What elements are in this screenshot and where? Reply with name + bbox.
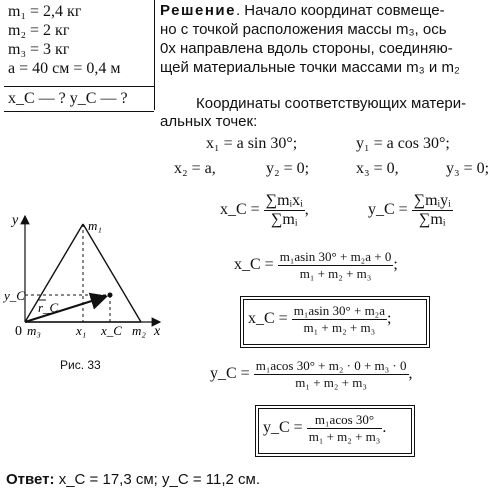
formula-xc-final-label: x_C = (248, 310, 288, 328)
rc-label: r_C (38, 300, 59, 315)
solution-heading: Решение (160, 2, 236, 19)
eq-x3: x₃ = 0, (356, 160, 399, 177)
formula-xc-numerator: ∑mᵢxᵢ (265, 192, 303, 209)
formula-xc-final-semicolon: ; (386, 310, 392, 328)
m2-label: m₂ (132, 323, 146, 338)
yc-label: y_C (4, 288, 25, 303)
origin-label: 0 (15, 324, 22, 339)
xc-label: x_C (101, 323, 122, 338)
formula-xc-expanded (234, 249, 398, 282)
given-m3: m₃ = 3 кг (8, 41, 70, 58)
center-of-mass-point (108, 293, 113, 298)
given-m1: m₁ = 2,4 кг (8, 3, 82, 20)
formula-yc-expanded-numerator: m₁acos 30° + m₂ · 0 + m₃ · 0 (255, 358, 407, 373)
m3-label: m₃ (27, 323, 41, 338)
given-bottom-line (4, 111, 154, 112)
formula-yc-denominator: ∑mᵢ (419, 211, 446, 228)
eq-y1: y₁ = a cos 30°; (356, 135, 450, 152)
formula-yc-numerator: ∑mᵢyᵢ (413, 192, 451, 209)
solution-line-3: 0x направлена вдоль стороны, соединяю- (160, 40, 453, 57)
solution-text-1: . Начало координат совмеще- (235, 2, 445, 19)
eq-x1: x₁ = a sin 30°; (206, 135, 298, 152)
coords-line-2: альных точек: (160, 113, 258, 130)
formula-xc-label: x_C = (220, 201, 260, 219)
given-m2: m₂ = 2 кг (8, 22, 70, 39)
formula-xc-general (220, 192, 309, 229)
figure-33 (0, 200, 170, 350)
m1-label: m₁ (88, 218, 102, 233)
formula-yc-general (368, 192, 453, 229)
formula-yc-expanded-label: y_C = (210, 365, 250, 383)
formula-xc-expanded-semicolon: ; (393, 256, 398, 274)
solution-line-2: но с точкой расположения массы m₃, ось (160, 21, 447, 38)
formula-yc-final (263, 412, 386, 445)
formula-yc-expanded-comma: , (408, 365, 413, 383)
coords-line-1: Координаты соответствующих матери- (196, 95, 467, 112)
formula-xc-final (248, 303, 391, 336)
formula-xc-final-denominator: m₁ + m₂ + m₃ (303, 320, 376, 335)
given-divider-horizontal (4, 86, 154, 87)
formula-xc-expanded-numerator: m₁asin 30° + m₂a + 0 (279, 249, 392, 264)
answer-text: x_C = 17,3 см; y_C = 11,2 см. (58, 471, 260, 488)
eq-x2: x₂ = a, (174, 160, 216, 177)
formula-xc-expanded-label: x_C = (234, 256, 274, 274)
formula-yc-final-denominator: m₁ + m₂ + m₃ (308, 429, 381, 444)
formula-yc-final-label: y_C = (263, 419, 303, 437)
formula-xc-denominator: ∑mᵢ (271, 211, 298, 228)
y-axis-label: y (12, 213, 19, 228)
x-axis-label: x (154, 324, 161, 339)
eq-y2: y₂ = 0; (266, 160, 310, 177)
formula-xc-comma: , (304, 201, 309, 219)
eq-y3: y₃ = 0; (446, 160, 490, 177)
formula-xc-final-numerator: m₁asin 30° + m₂a (293, 303, 385, 318)
formula-yc-final-numerator: m₁acos 30° (307, 412, 383, 429)
formula-yc-final-period: . (382, 419, 387, 437)
solution-line-1 (160, 2, 445, 21)
answer-line (6, 471, 260, 488)
figure-caption: Рис. 33 (60, 358, 101, 372)
formula-xc-expanded-denominator: m₁ + m₂ + m₃ (299, 266, 372, 281)
given-a: a = 40 см = 0,4 м (8, 60, 121, 77)
formula-yc-label: y_C = (368, 201, 408, 219)
formula-yc-expanded (210, 358, 413, 391)
formula-yc-expanded-denominator: m₁ + m₂ + m₃ (295, 375, 367, 390)
x1-label: x₁ (76, 323, 87, 338)
solution-line-4: щей материальные точки массами m₃ и m₂ (160, 59, 460, 76)
triangle-side-right (83, 224, 141, 322)
given-divider-vertical (154, 0, 155, 110)
answer-label: Ответ: (6, 471, 55, 488)
find-line: x_C — ? y_C — ? (8, 90, 128, 107)
